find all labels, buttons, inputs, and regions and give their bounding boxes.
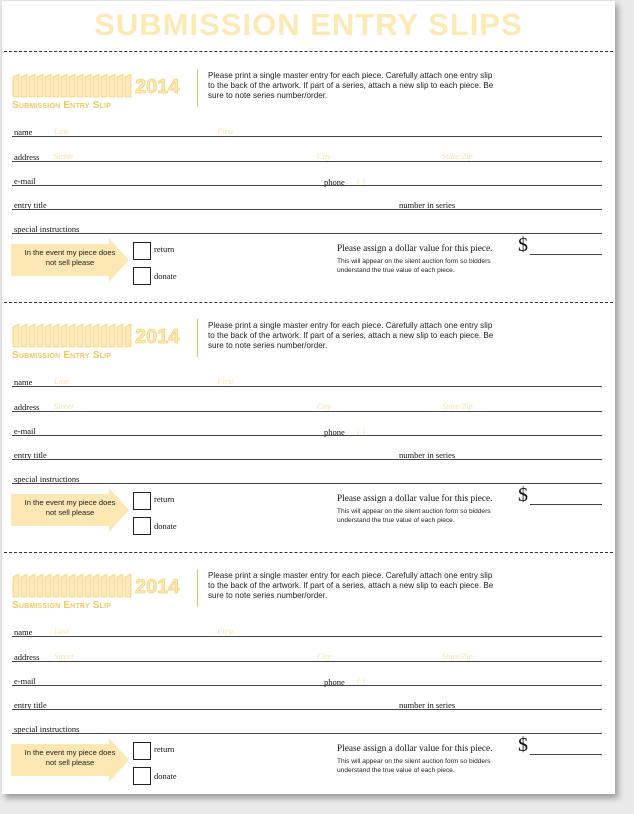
return-checkbox[interactable] xyxy=(133,242,151,260)
email-line xyxy=(12,435,602,436)
entry-title-label: entry title xyxy=(14,700,47,710)
phone-field[interactable]: ( ) xyxy=(357,426,365,436)
special-instructions-label: special instructions xyxy=(14,724,80,734)
email-line xyxy=(12,185,602,186)
state-zip-field[interactable]: State/Zip xyxy=(442,151,473,161)
dollar-value-field[interactable] xyxy=(530,504,602,505)
event-logo xyxy=(11,71,186,99)
special-instructions-label: special instructions xyxy=(14,224,80,234)
email-label: e-mail xyxy=(14,426,36,436)
special-instructions-line xyxy=(12,233,602,234)
dollar-value-note: This will appear on the silent auction form so bidders understand the true value of each piece. xyxy=(337,258,491,274)
arrow-text: In the event my piece does not sell please xyxy=(24,498,116,517)
event-logo xyxy=(11,321,186,349)
page-title: SUBMISSION ENTRY SLIPS xyxy=(94,7,523,42)
email-line xyxy=(12,685,602,686)
name-line xyxy=(12,386,602,387)
entry-title-label: entry title xyxy=(14,450,47,460)
series-number-label: number in series xyxy=(399,450,456,460)
state-zip-field[interactable]: State/Zip xyxy=(442,401,473,411)
entry-slip xyxy=(2,551,615,781)
phone-label: phone xyxy=(324,677,345,687)
divider xyxy=(197,319,198,357)
address-label: address xyxy=(14,652,40,662)
city-field[interactable]: City xyxy=(317,651,332,661)
dollar-value-field[interactable] xyxy=(530,754,602,755)
dollar-value-note: This will appear on the silent auction form so bidders understand the true value of each piece. xyxy=(337,508,491,524)
slip-instructions: Please print a single master entry for each piece. Carefully attach one entry slip to the back of the artwork. If part of a series, attach a new slip to each piece. Be sure to note series number/order. xyxy=(208,321,494,351)
first-name-field[interactable]: First xyxy=(217,126,234,136)
donate-label: donate xyxy=(154,271,177,281)
name-label: name xyxy=(14,377,33,387)
name-line xyxy=(12,636,602,637)
logo-word: 2014 xyxy=(135,326,180,348)
entry-slip xyxy=(2,51,615,281)
slip-instructions: Please print a single master entry for each piece. Carefully attach one entry slip to the back of the artwork. If part of a series, attach a new slip to each piece. Be sure to note series number/order. xyxy=(208,571,494,601)
series-number-label: number in series xyxy=(399,700,456,710)
address-label: address xyxy=(14,402,40,412)
return-label: return xyxy=(154,744,175,754)
dollar-value-title: Please assign a dollar value for this piece. xyxy=(337,494,493,504)
first-name-field[interactable]: First xyxy=(217,626,234,636)
series-number-label: number in series xyxy=(399,200,456,210)
donate-label: donate xyxy=(154,771,177,781)
logo-word: 2014 xyxy=(135,576,180,598)
street-field[interactable]: Street xyxy=(54,151,74,161)
entry-title-line xyxy=(12,709,602,710)
arrow-text: In the event my piece does not sell please xyxy=(24,248,116,267)
form-page xyxy=(2,1,615,794)
special-instructions-line xyxy=(12,733,602,734)
phone-label: phone xyxy=(324,177,345,187)
street-field[interactable]: Street xyxy=(54,651,74,661)
dollar-sign: $ xyxy=(518,234,528,256)
special-instructions-label: special instructions xyxy=(14,474,80,484)
return-label: return xyxy=(154,494,175,504)
return-label: return xyxy=(154,244,175,254)
donate-label: donate xyxy=(154,521,177,531)
email-label: e-mail xyxy=(14,176,36,186)
divider xyxy=(197,569,198,607)
slip-instructions: Please print a single master entry for each piece. Carefully attach one entry slip to the back of the artwork. If part of a series, attach a new slip to each piece. Be sure to note series number/order. xyxy=(208,71,494,101)
slip-label: Submission Entry Slip xyxy=(12,350,112,361)
name-line xyxy=(12,136,602,137)
event-logo xyxy=(11,571,186,599)
donate-checkbox[interactable] xyxy=(133,767,151,785)
address-label: address xyxy=(14,152,40,162)
entry-title-label: entry title xyxy=(14,200,47,210)
address-line xyxy=(12,161,602,162)
last-name-field[interactable]: Last xyxy=(54,376,69,386)
entry-slip xyxy=(2,301,615,531)
donate-checkbox[interactable] xyxy=(133,267,151,285)
dollar-sign: $ xyxy=(518,734,528,756)
dollar-value-title: Please assign a dollar value for this piece. xyxy=(337,744,493,754)
phone-label: phone xyxy=(324,427,345,437)
city-field[interactable]: City xyxy=(317,401,332,411)
dollar-value-field[interactable] xyxy=(530,254,602,255)
address-line xyxy=(12,661,602,662)
entry-title-line xyxy=(12,459,602,460)
state-zip-field[interactable]: State/Zip xyxy=(442,651,473,661)
divider xyxy=(197,69,198,107)
phone-field[interactable]: ( ) xyxy=(357,676,365,686)
email-label: e-mail xyxy=(14,676,36,686)
logo-word: 2014 xyxy=(135,76,180,98)
return-checkbox[interactable] xyxy=(133,492,151,510)
last-name-field[interactable]: Last xyxy=(54,126,69,136)
slip-label: Submission Entry Slip xyxy=(12,600,112,611)
address-line xyxy=(12,411,602,412)
name-label: name xyxy=(14,127,33,137)
special-instructions-line xyxy=(12,483,602,484)
slip-label: Submission Entry Slip xyxy=(12,100,112,111)
street-field[interactable]: Street xyxy=(54,401,74,411)
donate-checkbox[interactable] xyxy=(133,517,151,535)
phone-field[interactable]: ( ) xyxy=(357,176,365,186)
city-field[interactable]: City xyxy=(317,151,332,161)
name-label: name xyxy=(14,627,33,637)
first-name-field[interactable]: First xyxy=(217,376,234,386)
entry-title-line xyxy=(12,209,602,210)
dollar-value-note: This will appear on the silent auction form so bidders understand the true value of each piece. xyxy=(337,758,491,774)
arrow-text: In the event my piece does not sell please xyxy=(24,748,116,767)
last-name-field[interactable]: Last xyxy=(54,626,69,636)
dollar-value-title: Please assign a dollar value for this piece. xyxy=(337,244,493,254)
return-checkbox[interactable] xyxy=(133,742,151,760)
dollar-sign: $ xyxy=(518,484,528,506)
